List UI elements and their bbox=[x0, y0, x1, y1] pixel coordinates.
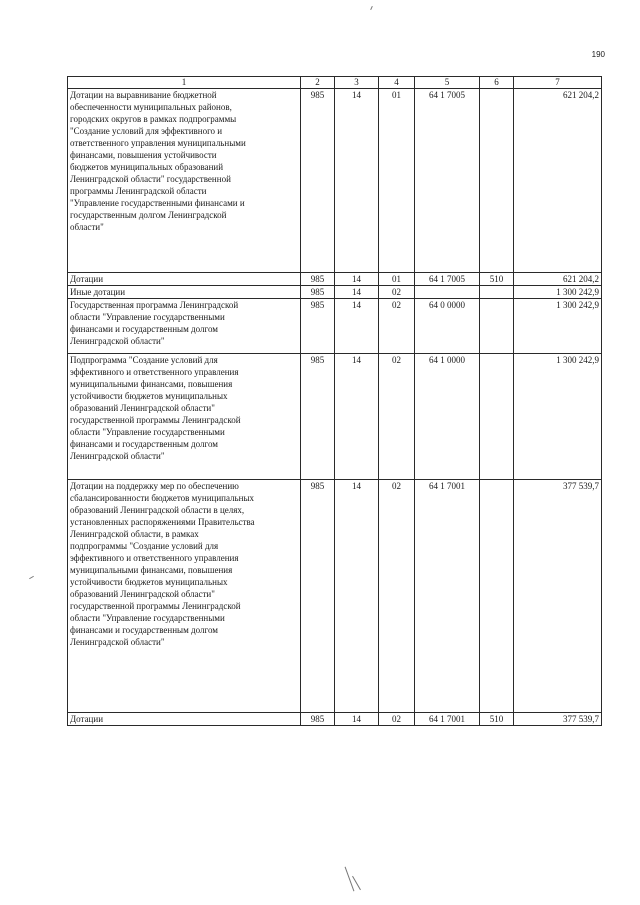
cell-section: 14 bbox=[335, 273, 379, 286]
cell-target: 64 0 0000 bbox=[415, 299, 480, 354]
table-row bbox=[68, 89, 602, 273]
cell-subsection: 02 bbox=[379, 480, 415, 713]
cell-subsection: 02 bbox=[379, 286, 415, 299]
row-name: Государственная программа Ленинградской области "Управление государственными финансами и государственным долгом Ленинградской области" bbox=[68, 299, 301, 354]
cell-amount: 621 204,2 bbox=[514, 89, 602, 273]
column-header: 2 bbox=[301, 77, 335, 89]
table-row bbox=[68, 286, 602, 299]
table-row bbox=[68, 354, 602, 480]
row-name: Дотации на выравнивание бюджетной обеспеченности муниципальных районов, городских округов в рамках подпрограммы "Создание условий для эффективного и ответственного управления муниципальными финансами, повышения устойчивости бюджетов муниципальных образований Ленинградской области" государственной программы Ленинградской области "Управление государственными финансами и государственным долгом Ленинградской области" bbox=[68, 89, 301, 273]
cell-amount: 1 300 242,9 bbox=[514, 354, 602, 480]
table-row bbox=[68, 480, 602, 713]
cell-section: 14 bbox=[335, 286, 379, 299]
column-header: 1 bbox=[68, 77, 301, 89]
column-header: 5 bbox=[415, 77, 480, 89]
cell-section: 14 bbox=[335, 299, 379, 354]
cell-subsection: 01 bbox=[379, 273, 415, 286]
table-row bbox=[68, 273, 602, 286]
cell-type bbox=[480, 354, 514, 480]
cell-amount: 621 204,2 bbox=[514, 273, 602, 286]
cell-target: 64 1 7001 bbox=[415, 480, 480, 713]
cell-section: 14 bbox=[335, 480, 379, 713]
column-header: 4 bbox=[379, 77, 415, 89]
cell-target: 64 1 7005 bbox=[415, 273, 480, 286]
row-name: Дотации bbox=[68, 273, 301, 286]
table-row bbox=[68, 299, 602, 354]
cell-code: 985 bbox=[301, 299, 335, 354]
cell-type bbox=[480, 299, 514, 354]
scan-mark bbox=[370, 6, 373, 10]
cell-subsection: 01 bbox=[379, 89, 415, 273]
cell-type: 510 bbox=[480, 273, 514, 286]
column-header: 3 bbox=[335, 77, 379, 89]
cell-amount: 1 300 242,9 bbox=[514, 286, 602, 299]
cell-code: 985 bbox=[301, 286, 335, 299]
cell-subsection: 02 bbox=[379, 713, 415, 726]
cell-section: 14 bbox=[335, 89, 379, 273]
cell-target: 64 1 7005 bbox=[415, 89, 480, 273]
cell-code: 985 bbox=[301, 713, 335, 726]
cell-amount: 377 539,7 bbox=[514, 713, 602, 726]
cell-code: 985 bbox=[301, 354, 335, 480]
cell-code: 985 bbox=[301, 89, 335, 273]
cell-code: 985 bbox=[301, 273, 335, 286]
row-name: Иные дотации bbox=[68, 286, 301, 299]
table-header-row bbox=[68, 77, 602, 89]
row-name: Дотации на поддержку мер по обеспечению сбалансированности бюджетов муниципальных образований Ленинградской области в целях, установленных распоряжениями Правительства Ленинградской области, в рамках подпрограммы "Создание условий для эффективного и ответственного управления муниципальными финансами, повышения устойчивости бюджетов муниципальных образований Ленинградской области" государственной программы Ленинградской области "Управление государственными финансами и государственным долгом Ленинградской области" bbox=[68, 480, 301, 713]
column-header: 6 bbox=[480, 77, 514, 89]
budget-table bbox=[67, 76, 602, 726]
column-header: 7 bbox=[514, 77, 602, 89]
cell-target: 64 1 0000 bbox=[415, 354, 480, 480]
row-name: Дотации bbox=[68, 713, 301, 726]
page-number: 190 bbox=[591, 50, 605, 59]
cell-type bbox=[480, 89, 514, 273]
cell-target bbox=[415, 286, 480, 299]
cell-type bbox=[480, 286, 514, 299]
row-name: Подпрограмма "Создание условий для эффективного и ответственного управления муниципальными финансами, повышения устойчивости бюджетов муниципальных образований Ленинградской области" государственной программы Ленинградской области "Управление государственными финансами и государственным долгом Ленинградской области" bbox=[68, 354, 301, 480]
cell-type: 510 bbox=[480, 713, 514, 726]
cell-subsection: 02 bbox=[379, 354, 415, 480]
cell-amount: 1 300 242,9 bbox=[514, 299, 602, 354]
cell-section: 14 bbox=[335, 713, 379, 726]
cell-section: 14 bbox=[335, 354, 379, 480]
cell-code: 985 bbox=[301, 480, 335, 713]
cell-type bbox=[480, 480, 514, 713]
cell-amount: 377 539,7 bbox=[514, 480, 602, 713]
cell-target: 64 1 7001 bbox=[415, 713, 480, 726]
table-row bbox=[68, 713, 602, 726]
cell-subsection: 02 bbox=[379, 299, 415, 354]
scan-mark bbox=[29, 576, 34, 579]
